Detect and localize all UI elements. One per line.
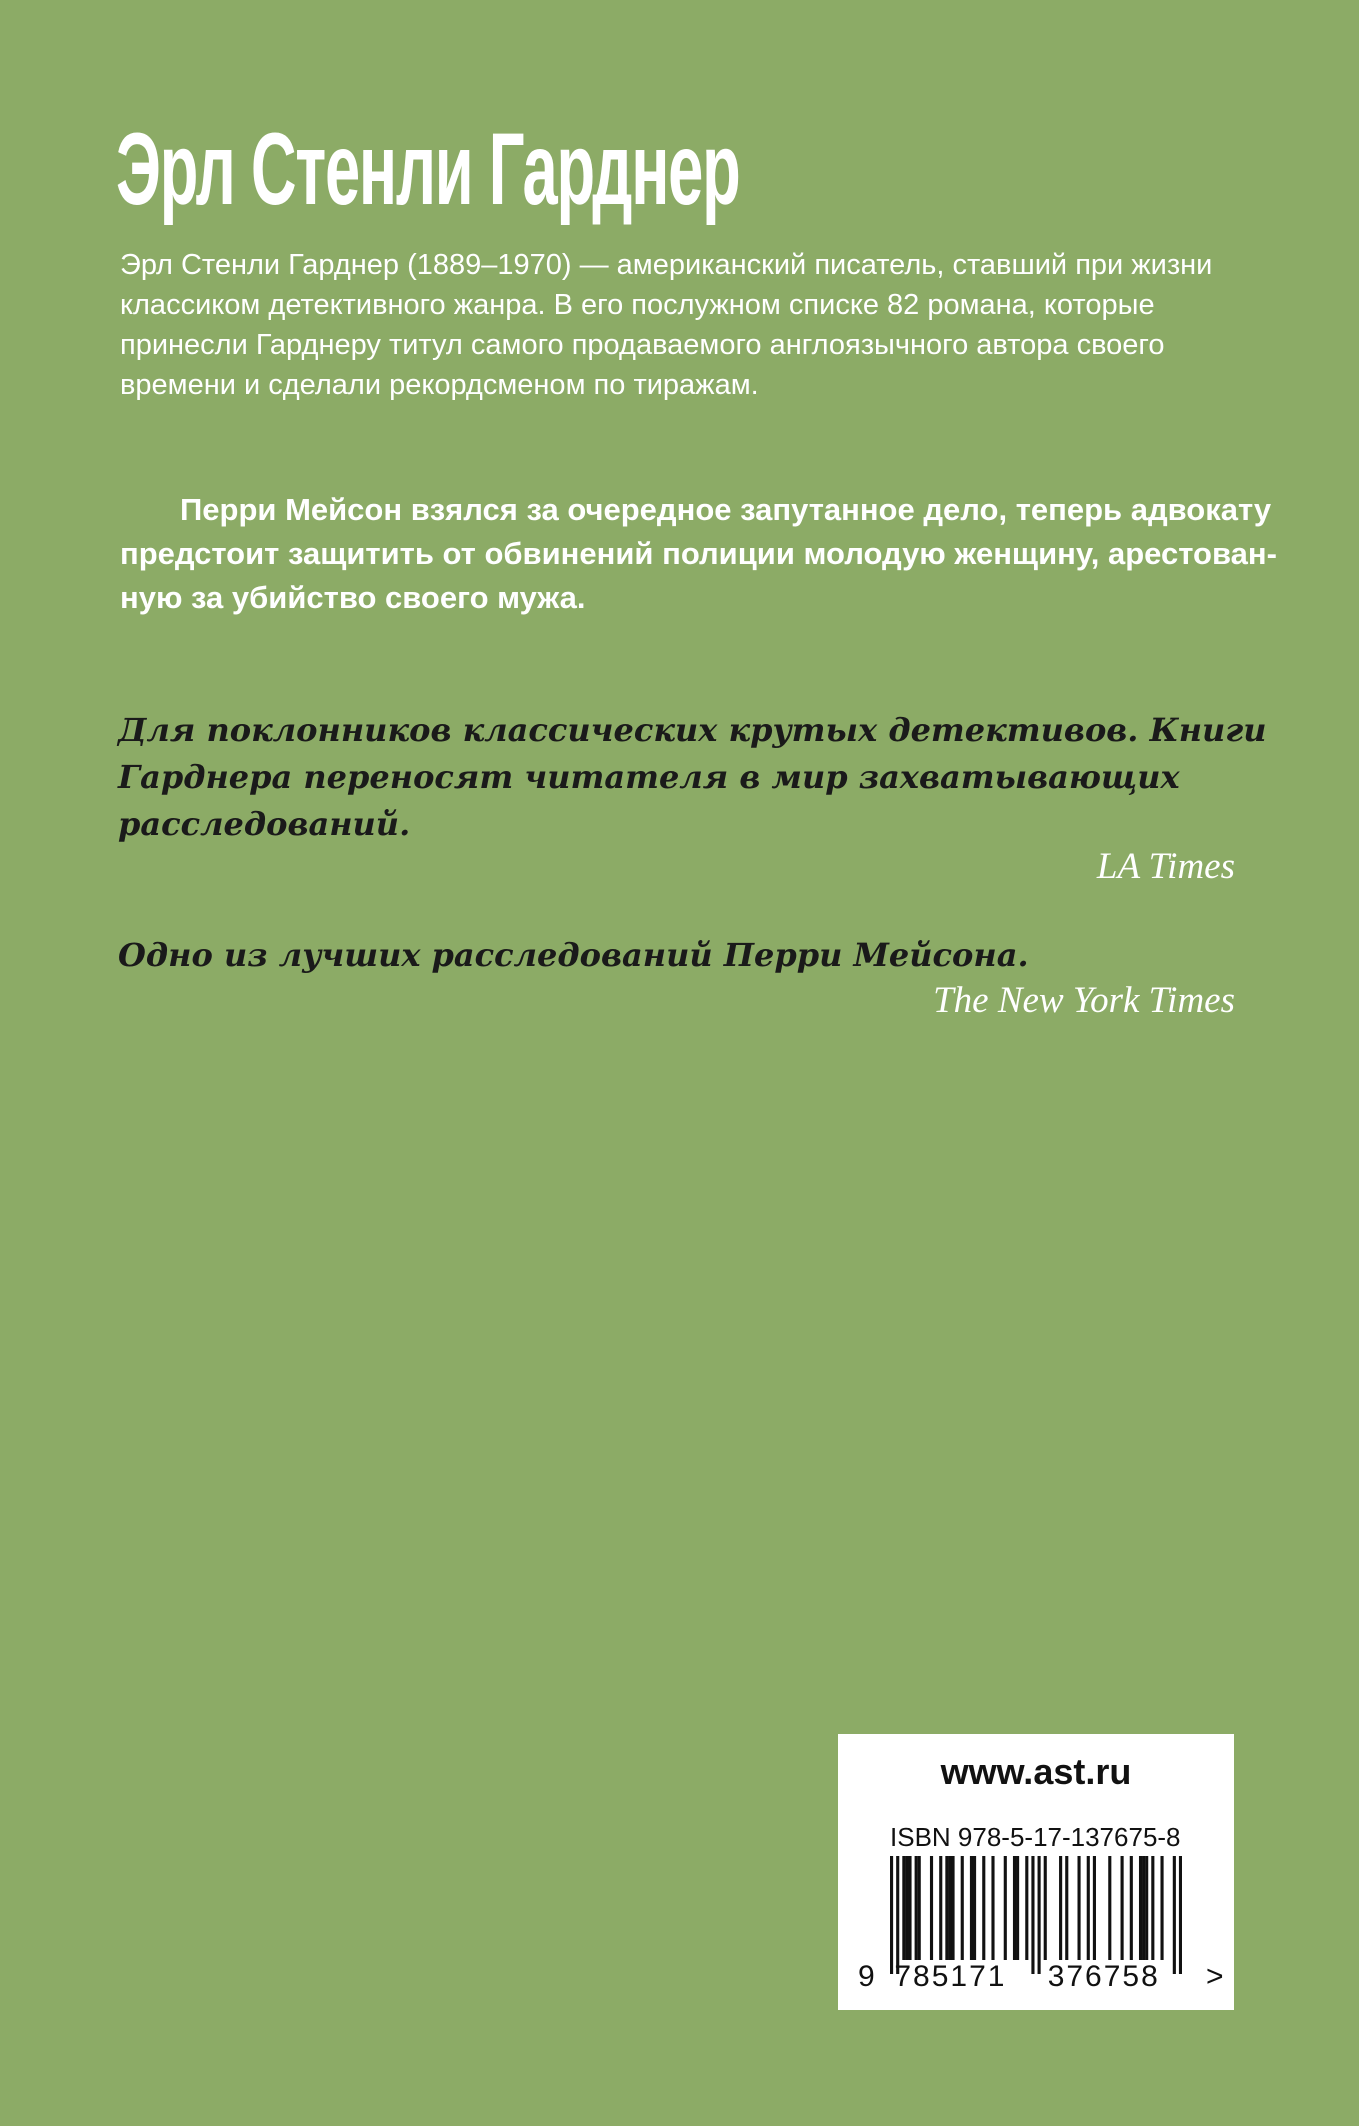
barcode-digits	[858, 1962, 1224, 1992]
quote-line: Одно из лучших расследований Перри Мейсона.	[118, 936, 1029, 974]
barcode-bar	[973, 1856, 976, 1960]
isbn-label: ISBN 978-5-17-137675-8	[890, 1822, 1181, 1852]
bio-line: времени и сделали рекордсменом по тиражам.	[120, 369, 759, 401]
barcode-bar	[961, 1856, 964, 1960]
barcode-bar	[905, 1856, 908, 1960]
barcode-bar	[1142, 1856, 1145, 1960]
quote-line: Гарднера переносят читателя в мир захватывающих	[118, 758, 1180, 796]
barcode-bar	[948, 1856, 951, 1960]
author-bio	[120, 245, 1240, 405]
barcode-bar	[908, 1856, 911, 1960]
barcode-bar	[1025, 1856, 1028, 1960]
barcode-bar	[1059, 1856, 1062, 1960]
summary-line: ную за убийство своего мужа.	[120, 580, 586, 615]
summary-line: Перри Мейсон взялся за очередное запутанное дело, теперь адвокату	[180, 492, 1272, 527]
review-quote-la-times	[118, 707, 1267, 848]
barcode-panel	[838, 1734, 1234, 2010]
barcode-bar	[1031, 1856, 1034, 1974]
barcode-bar	[1087, 1856, 1090, 1960]
barcode-bar	[1139, 1856, 1142, 1960]
barcode-bar	[915, 1856, 918, 1960]
review-quote-nyt	[118, 932, 1238, 979]
barcode-bar	[1160, 1856, 1163, 1960]
barcode-bar	[1173, 1856, 1176, 1974]
barcode-digits-right: 376758	[1047, 1960, 1160, 1993]
barcode-bar	[1077, 1856, 1080, 1960]
barcode-bar	[1179, 1856, 1182, 1974]
barcode-digits-left: 785171	[894, 1960, 1007, 1993]
barcode-bar	[1016, 1856, 1019, 1960]
barcode-bar	[918, 1856, 921, 1960]
book-summary	[120, 488, 1277, 620]
barcode-digits-end: >	[1206, 1960, 1224, 1993]
quote-source-la-times: LA Times	[1096, 846, 1235, 887]
barcode-bar	[1130, 1856, 1133, 1960]
barcode-bar	[1093, 1856, 1096, 1960]
quote-line: расследований.	[118, 805, 411, 843]
barcode-bar	[951, 1856, 954, 1960]
quote-line: Для поклонников классических крутых детективов. Книги	[118, 711, 1267, 749]
barcode-bar	[1121, 1856, 1124, 1960]
barcode-bar	[1108, 1856, 1111, 1960]
barcode-bar	[982, 1856, 985, 1960]
barcode-bar	[939, 1856, 942, 1960]
barcode-bar	[1044, 1856, 1047, 1960]
barcode-bar	[896, 1856, 899, 1974]
bio-line: классиком детективного жанра. В его послужном списке 82 романа, которые	[120, 289, 1155, 321]
barcode-bar	[1004, 1856, 1007, 1960]
bio-line: Эрл Стенли Гарднер (1889–1970) — американский писатель, ставший при жизни	[120, 249, 1213, 281]
quote-source-nyt: The New York Times	[933, 980, 1235, 1021]
barcode-bar	[991, 1856, 994, 1960]
barcode-bar	[1145, 1856, 1148, 1960]
barcode-bar	[970, 1856, 973, 1960]
barcode-bar	[890, 1856, 893, 1974]
barcode-bar	[1151, 1856, 1154, 1960]
publisher-website: www.ast.ru	[940, 1751, 1132, 1792]
barcode-bar	[945, 1856, 948, 1960]
barcode-bar	[1065, 1856, 1068, 1960]
summary-line: предстоит защитить от обвинений полиции молодую женщину, арестован-	[120, 536, 1277, 571]
barcode-bar	[902, 1856, 905, 1960]
barcode-bar	[930, 1856, 933, 1960]
barcode-bar	[1038, 1856, 1041, 1974]
barcode-image	[890, 1856, 1182, 1974]
author-name: Эрл Стенли Гарднер	[116, 112, 740, 226]
barcode-digit-first: 9	[858, 1960, 875, 1993]
bio-line: принесли Гарднеру титул самого продаваемого англоязычного автора своего	[120, 329, 1165, 361]
barcode-bar	[1013, 1856, 1016, 1960]
